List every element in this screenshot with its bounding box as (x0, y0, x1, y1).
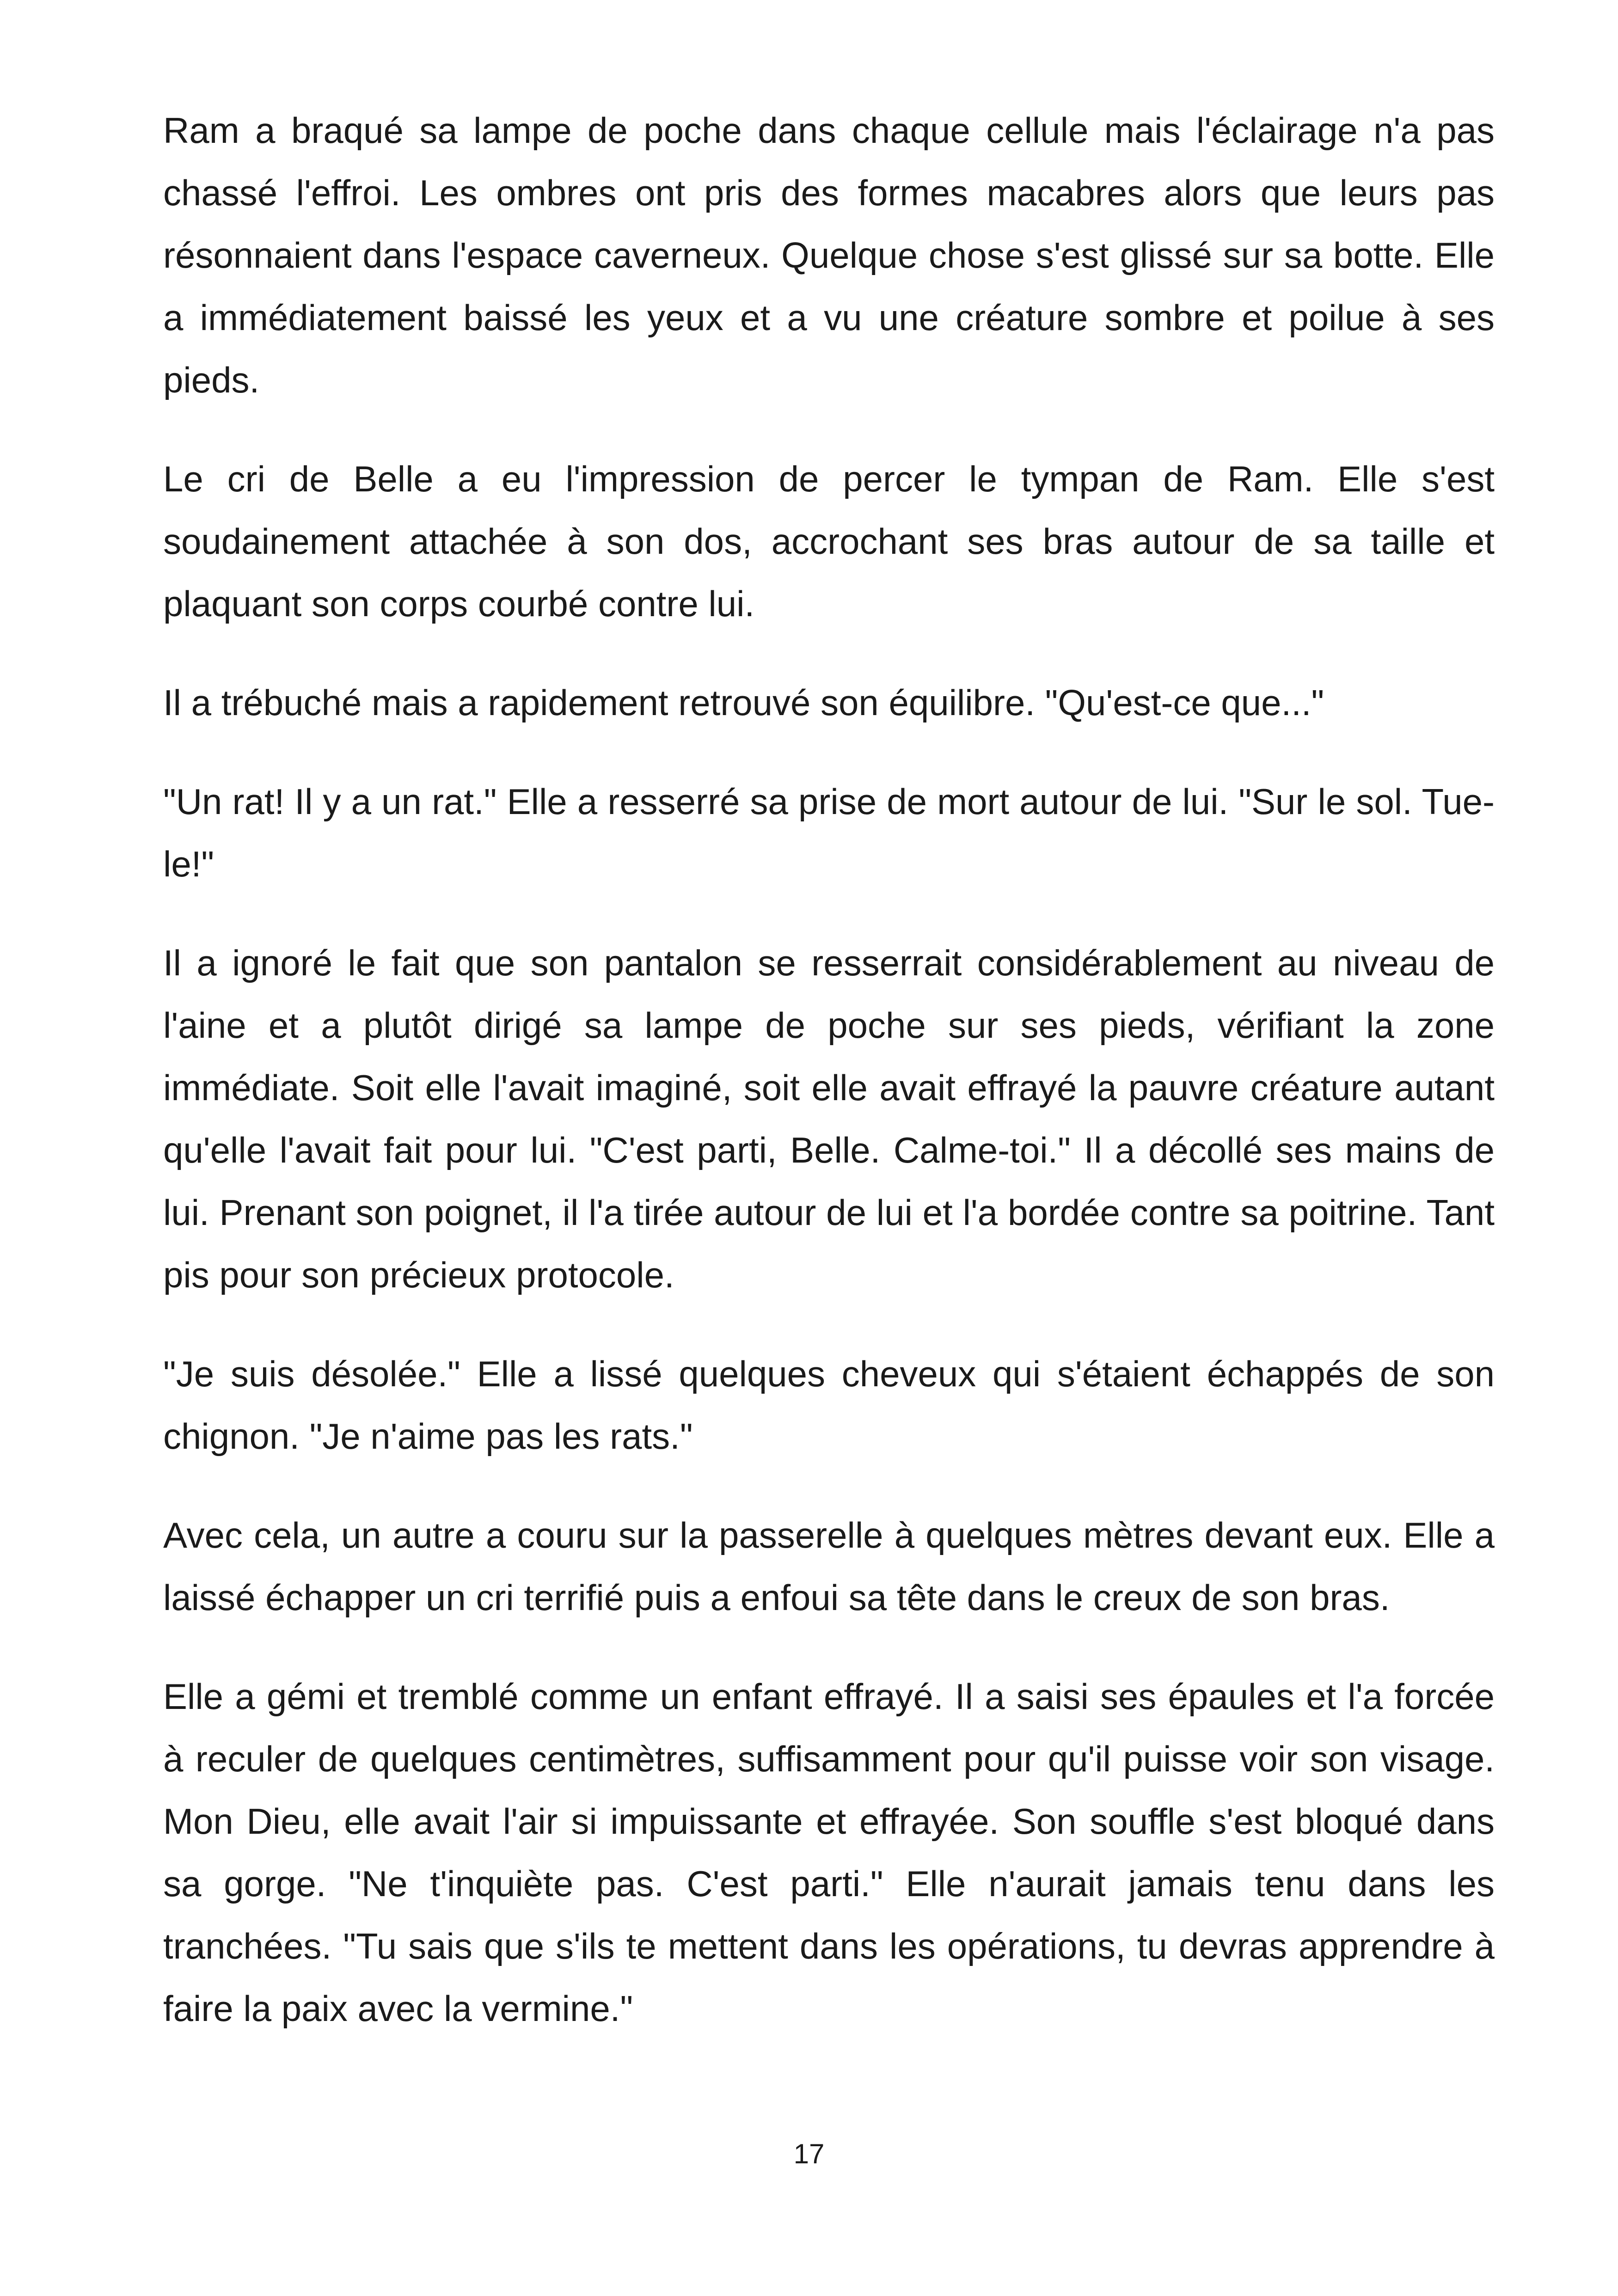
paragraph-3: Il a trébuché mais a rapidement retrouvé son équilibre. "Qu'est-ce que..." (163, 682, 1324, 723)
paragraph-6: "Je suis désolée." Elle a lissé quelques cheveux qui s'étaient échappés de son chignon. "Je n'aime pas les rats." (163, 1353, 1495, 1457)
paragraph-8: Elle a gémi et tremblé comme un enfant effrayé. Il a saisi ses épaules et l'a forcée à reculer de quelques centimètres, suffisamment pour qu'il puisse voir son visage. Mon Dieu, elle avait l'air si impuissante et effrayée. Son souffle s'est bloqué dans sa gorge. "Ne t'inquiète pas. C'est parti." Elle n'aurait jamais tenu dans les tranchées. "Tu sais que s'ils te mettent dans les opérations, tu devras apprendre à faire la paix avec la vermine." (163, 1676, 1495, 2029)
paragraph-5: Il a ignoré le fait que son pantalon se resserrait considérablement au niveau de l'aine et a plutôt dirigé sa lampe de poche sur ses pieds, vérifiant la zone immédiate. Soit elle l'avait imaginé, soit elle avait effrayé la pauvre créature autant qu'elle l'avait fait pour lui. "C'est parti, Belle. Calme-toi." Il a décollé ses mains de lui. Prenant son poignet, il l'a tirée autour de lui et l'a bordée contre sa poitrine. Tant pis pour son précieux protocole. (163, 943, 1495, 1295)
paragraph-1: Ram a braqué sa lampe de poche dans chaque cellule mais l'éclairage n'a pas chassé l'effroi. Les ombres ont pris des formes macabres alors que leurs pas résonnaient dans l'espace caverneux. Quelque chose s'est glissé sur sa botte. Elle a immédiatement baissé les yeux et a vu une créature sombre et poilue à ses pieds. (163, 110, 1495, 400)
page-number: 17 (793, 2138, 825, 2169)
paragraph-4: "Un rat! Il y a un rat." Elle a resserré sa prise de mort autour de lui. "Sur le sol. Tue-le!" (163, 781, 1495, 884)
page-body (163, 99, 1495, 2076)
paragraph-7: Avec cela, un autre a couru sur la passerelle à quelques mètres devant eux. Elle a laissé échapper un cri terrifié puis a enfoui sa tête dans le creux de son bras. (163, 1515, 1495, 1618)
paragraph-2: Le cri de Belle a eu l'impression de percer le tympan de Ram. Elle s'est soudainement attachée à son dos, accrochant ses bras autour de sa taille et plaquant son corps courbé contre lui. (163, 459, 1495, 624)
